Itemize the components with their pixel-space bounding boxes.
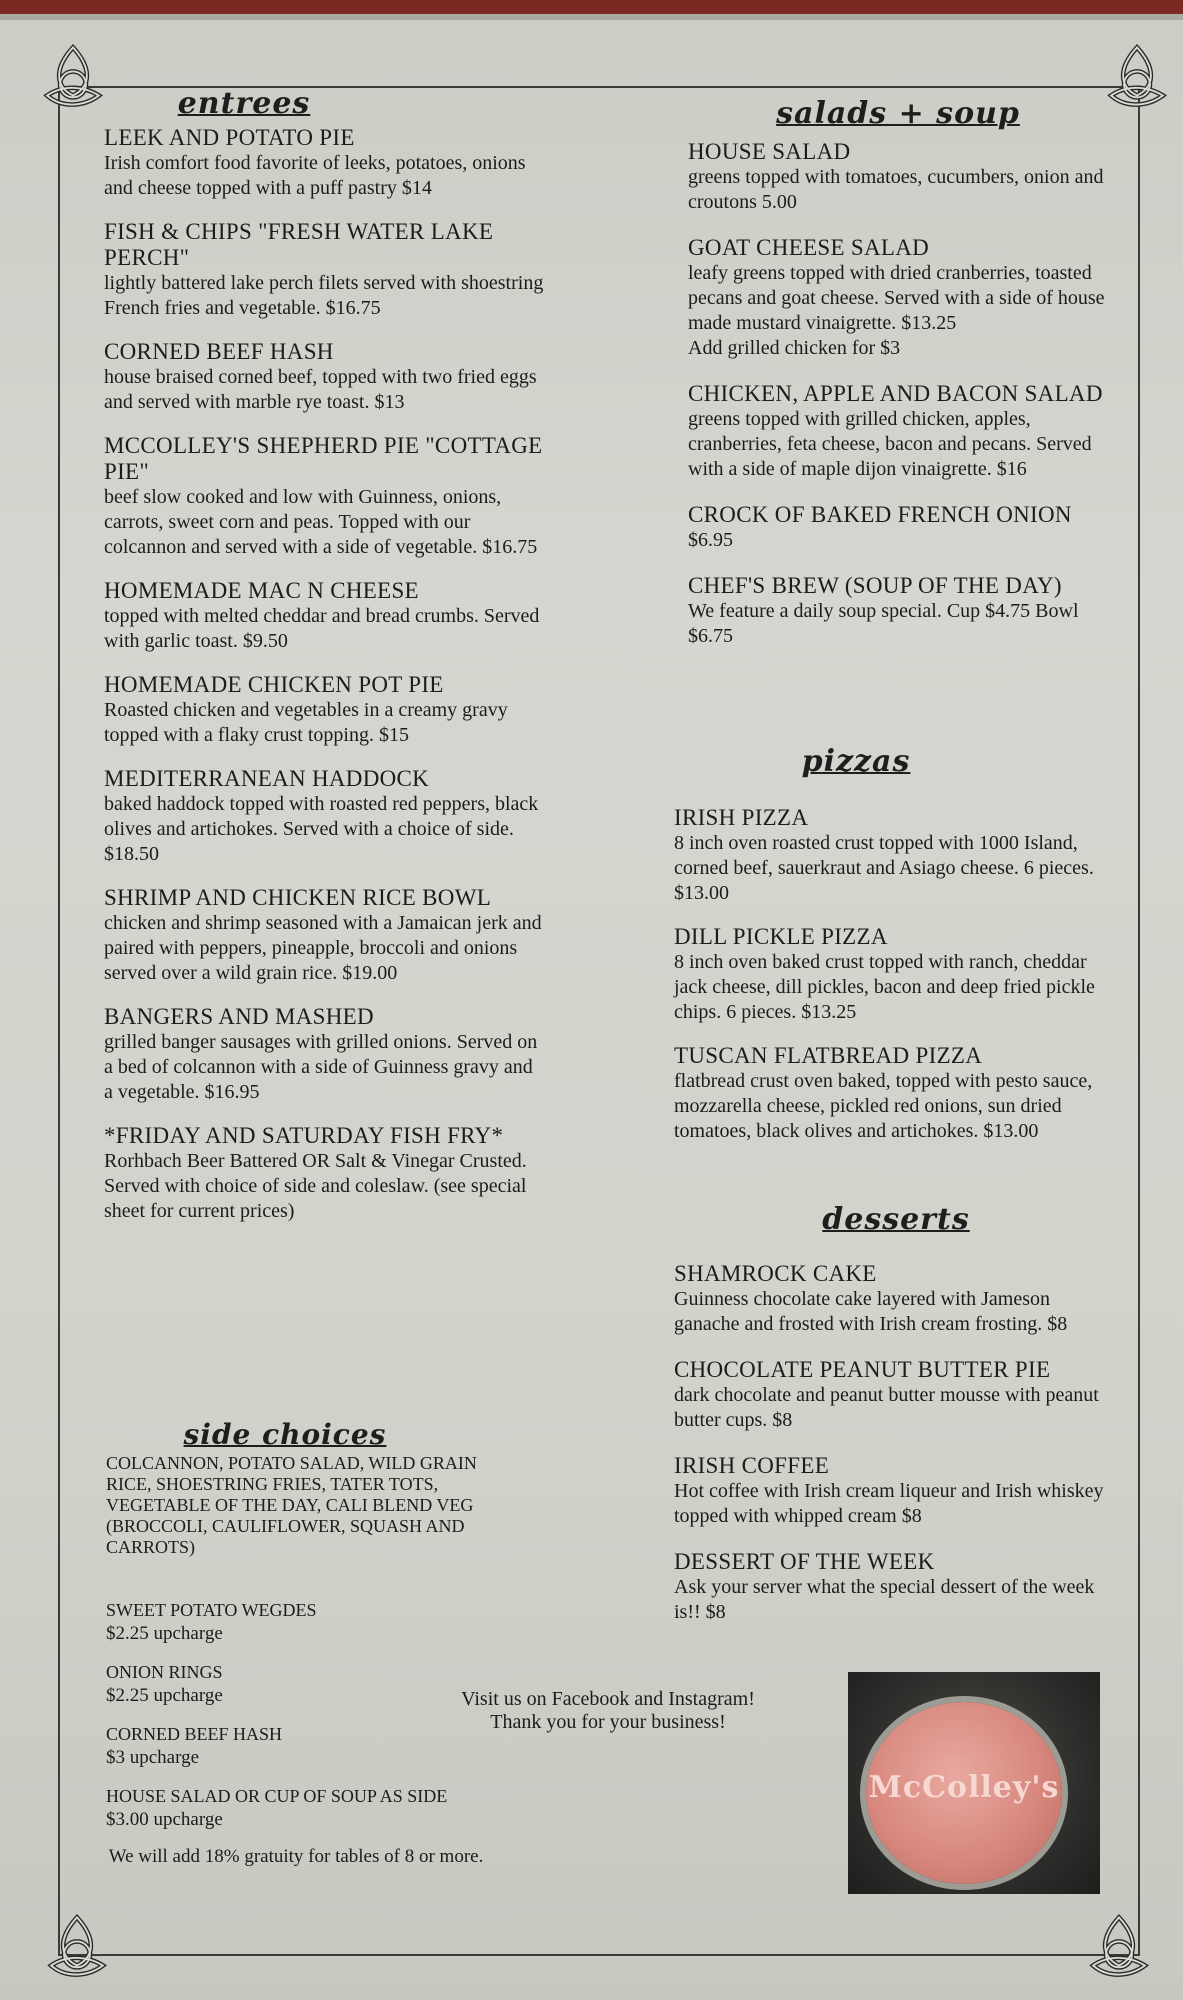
menu-item (688, 139, 1118, 215)
menu-item (688, 381, 1118, 482)
menu-item (104, 885, 544, 986)
menu-item (104, 672, 544, 748)
side-extra-item (106, 1598, 526, 1646)
menu-item-description: 8 inch oven baked crust topped with ranch, cheddar jack cheese, dill pickles, bacon and deep fried pickle chips. 6 pieces. $13.25 (674, 951, 1095, 1023)
side-extra-charge: $2.25 upcharge (106, 1623, 223, 1644)
menu-item-description: greens topped with grilled chicken, apples, cranberries, feta cheese, bacon and pecans. Served with a side of maple dijon vinaigrette. $16 (688, 408, 1092, 480)
menu-item-name: SHRIMP AND CHICKEN RICE BOWL (104, 885, 492, 910)
menu-item-description: flatbread crust oven baked, topped with pesto sauce, mozzarella cheese, pickled red onions, sun dried tomatoes, black olives and artichokes. $13.00 (674, 1070, 1093, 1142)
menu-item (104, 433, 544, 560)
menu-item-note: Add grilled chicken for $3 (688, 337, 901, 359)
desserts-section (674, 1202, 1114, 1645)
gratuity-note: We will add 18% gratuity for tables of 8 or more. (108, 1846, 484, 1867)
menu-item-name: HOMEMADE CHICKEN POT PIE (104, 672, 444, 697)
salads-soup-heading: salads + soup (776, 96, 1020, 131)
entrees-list (104, 125, 544, 1224)
menu-item-name: CHICKEN, APPLE AND BACON SALAD (688, 381, 1103, 406)
menu-item-description: $6.95 (688, 529, 733, 551)
side-extra-name: ONION RINGS (106, 1662, 223, 1682)
menu-item (688, 235, 1118, 361)
menu-item (674, 1043, 1114, 1144)
salads-soup-section (688, 96, 1118, 669)
coaster-logo-photo (848, 1672, 1100, 1894)
side-extra-charge: $3 upcharge (106, 1747, 200, 1768)
menu-item-description: Hot coffee with Irish cream liqueur and Irish whiskey topped with whipped cream $8 (674, 1480, 1104, 1527)
menu-item-name: TUSCAN FLATBREAD PIZZA (674, 1043, 983, 1068)
celtic-knot-icon (1082, 1910, 1156, 1984)
menu-item-description: house braised corned beef, topped with two fried eggs and served with marble rye toast. $13 (104, 366, 537, 413)
menu-item-name: DILL PICKLE PIZZA (674, 924, 888, 949)
menu-item (104, 219, 544, 321)
pizzas-list (674, 805, 1114, 1144)
salads-list (688, 139, 1118, 649)
menu-item-description: baked haddock topped with roasted red peppers, black olives and artichokes. Served with a choice of side. $18.50 (104, 793, 539, 865)
side-extra-name: SWEET POTATO WEGDES (106, 1600, 317, 1620)
menu-item-name: SHAMROCK CAKE (674, 1261, 877, 1286)
footer-message (408, 1688, 808, 1734)
menu-item-description: dark chocolate and peanut butter mousse with peanut butter cups. $8 (674, 1384, 1099, 1431)
menu-item-name: LEEK AND POTATO PIE (104, 125, 355, 150)
menu-item (674, 924, 1114, 1025)
menu-item-description: beef slow cooked and low with Guinness, onions, carrots, sweet corn and peas. Topped with our colcannon and served with a side of vegetable. $16.75 (104, 486, 538, 558)
menu-item-description: lightly battered lake perch filets served with shoestring French fries and vegetable. $16.75 (104, 272, 544, 319)
side-extra-charge: $3.00 upcharge (106, 1809, 223, 1830)
side-choices-heading: side choices (183, 1418, 387, 1451)
menu-item-name: *FRIDAY AND SATURDAY FISH FRY* (104, 1123, 504, 1148)
top-red-band (0, 0, 1183, 14)
coaster-logo-icon (866, 1702, 1062, 1884)
menu-item (104, 578, 544, 654)
menu-item-name: MCCOLLEY'S SHEPHERD PIE "COTTAGE PIE" (104, 433, 543, 484)
side-extra-item (106, 1784, 526, 1832)
menu-item (688, 502, 1118, 553)
side-extra-name: CORNED BEEF HASH (106, 1724, 283, 1744)
menu-item-name: MEDITERRANEAN HADDOCK (104, 766, 430, 791)
menu-item (104, 1123, 544, 1224)
pizzas-section (674, 744, 1114, 1162)
menu-item (674, 1453, 1114, 1529)
menu-item-name: CORNED BEEF HASH (104, 339, 334, 364)
menu-item-name: HOMEMADE MAC N CHEESE (104, 578, 419, 603)
celtic-knot-icon (36, 40, 110, 114)
menu-item (674, 1549, 1114, 1625)
entrees-section (104, 86, 544, 1242)
menu-item-description: We feature a daily soup special. Cup $4.75 Bowl $6.75 (688, 600, 1079, 647)
desserts-list (674, 1261, 1114, 1625)
menu-item (674, 805, 1114, 906)
menu-item (674, 1261, 1114, 1337)
menu-item-name: FISH & CHIPS "FRESH WATER LAKE PERCH" (104, 219, 494, 270)
menu-item-description: chicken and shrimp seasoned with a Jamaican jerk and paired with peppers, pineapple, broccoli and onions served over a wild grain rice. $19.00 (104, 912, 542, 984)
menu-item (674, 1357, 1114, 1433)
menu-item-description: grilled banger sausages with grilled onions. Served on a bed of colcannon with a side of Guinness gravy and a vegetable. $16.95 (104, 1031, 538, 1103)
menu-item-description: Roasted chicken and vegetables in a creamy gravy topped with a flaky crust topping. $15 (104, 699, 508, 746)
side-choices-list: COLCANNON, POTATO SALAD, WILD GRAIN RICE, SHOESTRING FRIES, TATER TOTS, VEGETABLE OF THE DAY, CALI BLEND VEG (BROCCOLI, CAULIFLOWER, SQUASH AND CARROTS) (106, 1453, 477, 1557)
menu-item-description: greens topped with tomatoes, cucumbers, onion and croutons 5.00 (688, 166, 1104, 213)
coaster-logo-text: McColley's (868, 1770, 1060, 1805)
footer-line-1: Visit us on Facebook and Instagram! (461, 1688, 755, 1710)
menu-item-description: Guinness chocolate cake layered with Jameson ganache and frosted with Irish cream frosting. $8 (674, 1288, 1068, 1335)
side-extra-charge: $2.25 upcharge (106, 1685, 223, 1706)
menu-item-description: Irish comfort food favorite of leeks, potatoes, onions and cheese topped with a puff pastry $14 (104, 152, 526, 199)
menu-item-name: CHEF'S BREW (SOUP OF THE DAY) (688, 573, 1062, 598)
menu-item-name: BANGERS AND MASHED (104, 1004, 374, 1029)
entrees-heading: entrees (177, 86, 311, 121)
desserts-heading: desserts (822, 1202, 970, 1237)
top-band-edge (0, 14, 1183, 20)
menu-item-name: CHOCOLATE PEANUT BUTTER PIE (674, 1357, 1051, 1382)
celtic-knot-icon (40, 1910, 114, 1984)
menu-item-description: Rorhbach Beer Battered OR Salt & Vinegar Crusted. Served with choice of side and coleslaw. (see special sheet for current prices) (104, 1150, 527, 1222)
menu-item-name: IRISH COFFEE (674, 1453, 830, 1478)
pizzas-heading: pizzas (801, 744, 911, 779)
menu-item-name: DESSERT OF THE WEEK (674, 1549, 935, 1574)
menu-item (104, 125, 544, 201)
menu-item-description: leafy greens topped with dried cranberries, toasted pecans and goat cheese. Served with a side of house made mustard vinaigrette. $13.25 (688, 262, 1105, 334)
menu-item-name: CROCK OF BAKED FRENCH ONION (688, 502, 1072, 527)
menu-item-description: topped with melted cheddar and bread crumbs. Served with garlic toast. $9.50 (104, 605, 540, 652)
menu-item-description: 8 inch oven roasted crust topped with 1000 Island, corned beef, sauerkraut and Asiago cheese. 6 pieces. $13.00 (674, 832, 1094, 904)
footer-line-2: Thank you for your business! (490, 1711, 726, 1733)
menu-item (688, 573, 1118, 649)
menu-item-name: IRISH PIZZA (674, 805, 809, 830)
menu-item (104, 339, 544, 415)
menu-item (104, 766, 544, 867)
menu-item-description: Ask your server what the special dessert of the week is!! $8 (674, 1576, 1095, 1623)
side-extra-name: HOUSE SALAD OR CUP OF SOUP AS SIDE (106, 1786, 448, 1806)
side-choices-section (106, 1418, 526, 1868)
menu-item-name: HOUSE SALAD (688, 139, 851, 164)
menu-item (104, 1004, 544, 1105)
menu-item-name: GOAT CHEESE SALAD (688, 235, 930, 260)
